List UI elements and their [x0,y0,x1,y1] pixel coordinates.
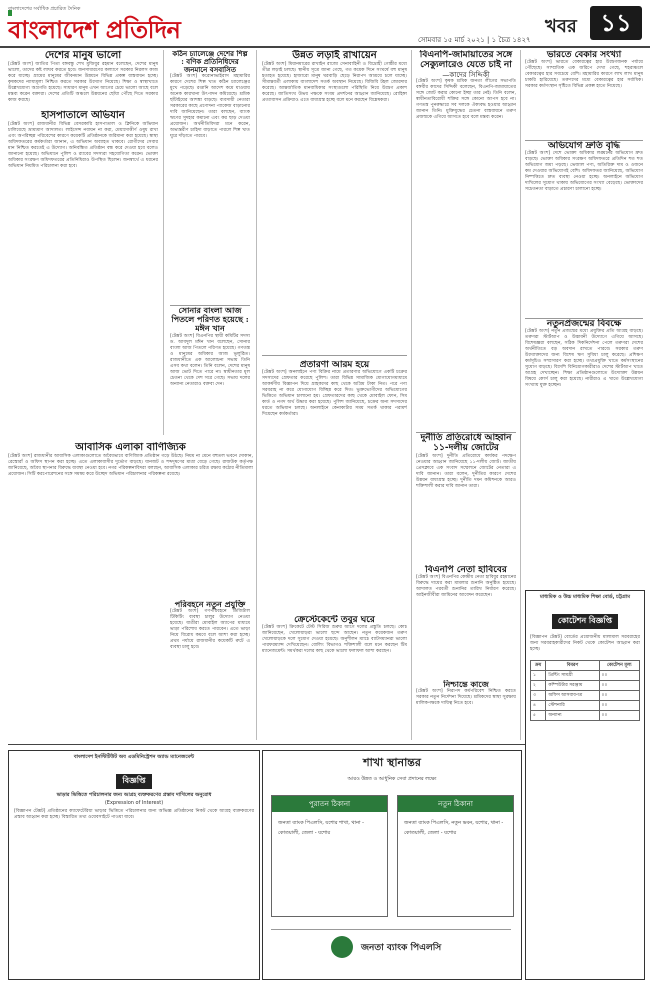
article-7 [262,50,407,350]
quotation-table [530,660,640,721]
article-2 [8,110,158,440]
table-row [531,711,640,721]
ad-subtitle: ভাড়ার ভিত্তিতে পরিচালনার জন্য আগ্রহ ব্যক্তকরণের প্রস্তাব দাখিলের অনুরোধ [56,792,212,798]
article-body: [টেক্সট অংশ] দেশে ভোক্তা অধিকার লঙ্ঘনের অভিযোগ দ্রুত বাড়ছে। ভোক্তা অধিকার সংরক্ষণ অধিদফতরে প্রতিদিন শত শত অভিযোগ জমা পড়ছে। ভেজাল পণ্য, অতিরিক্ত দাম ও ওজনে কম দেওয়ার অভিযোগই বেশি। অধিদফতর জানিয়েছে, অভিযোগ নিষ্পত্তিতে দ্রুত ব্যবস্থা নেওয়া হচ্ছে। অনলাইনে অভিযোগ দাখিলের সুযোগ থাকায় অভিযোগের সংখ্যা বেড়েছে। ভোক্তাদের সচেতনতা বাড়াতে প্রচারণা চালানো হচ্ছে। [525,151,643,193]
article-body: [টেক্সট অংশ] দুর্নীতি প্রতিরোধে কার্যকর পদক্ষেপ নেওয়ার আহ্বান জানিয়েছে ১১-দলীয় জোট। জাতীয় প্রেসক্লাবে এক সংবাদ সম্মেলনে জোটের নেতারা এ দাবি জানান। তারা বলেন, দুর্নীতির কারণে দেশের উন্নয়ন বাধাগ্রস্ত হচ্ছে। দুর্নীতি দমন কমিশনকে আরও শক্তিশালী করার দাবি জানান তারা। [416,453,516,489]
table-cell: ৫ [531,711,546,721]
article-headline: প্রতারণা আরম হয়ে [299,360,370,370]
ad-title: শাখা স্থানান্তর [363,756,421,769]
article-13 [416,680,516,740]
article-headline: কঠিন চ্যালেঞ্জে দেশের শিল্প : বণিক প্রতিনিধিদের জনমানে বসবাসিত [172,50,248,75]
article-body: [টেক্সট অংশ] জাতির পিতা বঙ্গবন্ধু শেখ মুজিবুর রহমান বলেছেন, দেশের মানুষ ভালো, তাদের কষ্ট লাঘব করতে হবে। জনসাধারণের কল্যাণে সরকার নিরলস কাজ করে যাচ্ছে। গ্রামের মানুষের জীবনমান উন্নয়নে বিভিন্ন প্রকল্প বাস্তবায়ন হচ্ছে। কৃষকদের ন্যায্যমূল্য নিশ্চিত করতে সরকার উদ্যোগ নিয়েছে। শিক্ষা ও স্বাস্থ্যখাতে উল্লেখযোগ্য অগ্রগতি হয়েছে। সাধারণ মানুষ এখন আগের চেয়ে ভালো আছে বলে মন্তব্য করেন বক্তারা। দেশের প্রতিটি অঞ্চলে উন্নয়নের ছোঁয়া পৌঁছে দিতে সরকার কাজ করছে। [8,61,158,103]
table-header: ক্রম [531,661,546,671]
new-address: জনতা ব্যাংক পিএলসি, নতুন ভবন, যশোর, থানা - কোতয়ালী, জেলা - যশোর [404,820,504,836]
article-headline: সোনার বাংলা আজ পিতলে পরিণত হয়েছে : মঈন খান [171,305,249,334]
article-headline: আবাসিক এলাকা বাণিজ্যিক [75,442,186,453]
article-headline: দুর্নীতি প্রতিরোধে আহ্বান ১১-দলীয় জোটের [420,433,512,454]
old-address: জনতা ব্যাংক পিএলসি, যশোর শাখা, থানা - কোতয়ালী, জেলা - যশোর [278,820,364,836]
board-quotation-ad [525,590,645,980]
article-body: [টেক্সট অংশ] নতুন প্রজন্মের মধ্যে প্রযুক্তির প্রতি আগ্রহ বাড়ছে। তরুণরা স্টার্টআপ ও উদ্ভাবনী উদ্যোগে এগিয়ে আসছে। বিশেষজ্ঞরা বলছেন, সঠিক দিকনির্দেশনা পেলে তরুণরা দেশের অর্থনীতিতে বড় অবদান রাখতে পারবে। সরকার তরুণ উদ্যোক্তাদের জন্য বিশেষ ঋণ সুবিধা চালু করেছে। প্রশিক্ষণ কর্মসূচিও সম্প্রসারণ করা হচ্ছে। তথ্যপ্রযুক্তি খাতে কর্মসংস্থানের সুযোগ বাড়ছে। বিদেশি বিনিয়োগকারীরাও দেশের স্টার্টআপ খাতে আগ্রহ দেখাচ্ছেন। শিক্ষা প্রতিষ্ঠানগুলোতে উদ্যোক্তা উন্নয়ন বিষয়ে কোর্স চালু করা হয়েছে। নারীরাও এ খাতে উল্লেখযোগ্য সংখ্যায় যুক্ত হচ্ছেন। [525,329,643,389]
article-headline: ক্রেস্টেকেন্টে তবুর ঘরে [294,615,375,625]
table-row [531,701,640,711]
article-body: [টেক্সট অংশ] করোনাভাইরাস মহামারির কারণে দেশের শিল্প খাত কঠিন চ্যালেঞ্জের মুখে পড়েছে। রপ্তানি আদেশ কমে যাওয়ায় অনেক কারখানা উৎপাদন কমিয়েছে। শ্রমিক ছাঁটাইয়ের আশঙ্কা বাড়ছে। ব্যবসায়ী নেতারা সরকারের কাছে প্রণোদনা প্যাকেজ বাড়ানোর দাবি জানিয়েছেন। তারা বলছেন, ব্যাংক ঋণের সুদহার কমানো এবং কর ছাড় দেওয়া প্রয়োজন। অর্থনীতিবিদরা মনে করেন, অভ্যন্তরীণ চাহিদা বাড়াতে পারলে শিল্প খাত ঘুরে দাঁড়াতে পারবে। [170,74,250,140]
table-row [531,681,640,691]
table-cell: ১ [531,671,546,681]
column-divider [411,50,412,740]
ad-org: মাধ্যমিক ও উচ্চ মাধ্যমিক শিক্ষা বোর্ড, চট্টগ্রাম [540,594,630,600]
ad-intro: আরও উন্নত ও আধুনিক সেবা প্রদানের লক্ষ্যে [347,776,437,782]
article-11 [416,432,516,563]
new-address-box [397,795,514,917]
column-divider [256,50,257,740]
table-cell: প্রিন্টিং সামগ্রী [546,671,599,681]
section-divider [262,355,407,356]
table-cell: অফিস আসবাবপত্র [546,691,599,701]
article-headline: হাসপাতালে অভিযান [41,110,125,121]
article-headline: অভিযোগ দ্রুতি বৃদ্ধি [547,141,621,151]
article-body: [টেক্সট অংশ] বিএনপির কেন্দ্রীয় নেতা হাবিবুর রহমানের বিরুদ্ধে দায়ের করা মামলার শুনানি অনুষ্ঠিত হয়েছে। আদালত পরবর্তী শুনানির তারিখ নির্ধারণ করেছে। আইনজীবীরা জামিনের আবেদন করেছেন। [416,575,516,599]
old-address-label: পুরাতন ঠিকানা [272,796,387,812]
newspaper-logo: বাংলাদেশ প্রতিদিন [8,15,181,44]
ad-body: [বিজ্ঞাপন টেক্সট] প্রতিষ্ঠানের ক্যাফেটেরিয়া ভাড়ার ভিত্তিতে পরিচালনার জন্য অভিজ্ঞ প্রতিষ্ঠানের নিকট থেকে আগ্রহ ব্যক্তকরণের প্রস্তাব আহ্বান করা হচ্ছে। বিস্তারিত তথ্য ওয়েবসাইটে পাওয়া যাবে। [14,809,254,820]
article-9 [262,615,407,740]
article-body: [টেক্সট অংশ] রাজধানীর আবাসিক এলাকাগুলোতে অবৈধভাবে বাণিজ্যিক প্রতিষ্ঠান গড়ে উঠছে। নিয়ম না মেনে বহুতল ভবনে দোকান, রেস্তোরাঁ ও অফিস স্থাপন করা হচ্ছে। এতে এলাকাবাসীর দুর্ভোগ বাড়ছে। যানজট ও শব্দদূষণের মাত্রা বেড়ে গেছে। রাজউক কর্তৃপক্ষ জানিয়েছে, অবৈধ স্থাপনার বিরুদ্ধে ব্যবস্থা নেওয়া হবে। নগর পরিকল্পনাবিদরা বলছেন, আবাসিক এলাকার চরিত্র রক্ষায় কঠোর নীতিমালা প্রয়োজন। সিটি করপোরেশনের সঙ্গে সমন্বয় করে উচ্ছেদ অভিযান পরিচালনার পরিকল্পনা রয়েছে। [8,453,253,477]
article-body: [টেক্সট অংশ] মিয়ানমারের রাখাইন রাজ্যে সেনাবাহিনী ও বিদ্রোহী গোষ্ঠীর মধ্যে তীব্র লড়াই চলছে। স্থানীয় সূত্রে জানা গেছে, গত কয়েক দিনে সংঘর্ষে বহু মানুষ হতাহত হয়েছে। হাজারো মানুষ ঘরবাড়ি ছেড়ে নিরাপদ আশ্রয়ে চলে যাচ্ছে। সীমান্তবর্তী এলাকায় বাংলাদেশ সতর্ক অবস্থান নিয়েছে। বিজিবি টহল জোরদার করেছে। আন্তর্জাতিক মানবাধিকার সংস্থাগুলো পরিস্থিতি নিয়ে উদ্বেগ প্রকাশ করেছে। জাতিসংঘ উভয় পক্ষকে সংযম প্রদর্শনের আহ্বান জানিয়েছে। রোহিঙ্গা প্রত্যাবাসন প্রক্রিয়াও এতে বাধাগ্রস্ত হচ্ছে বলে মনে করছেন বিশ্লেষকরা। [262,61,407,103]
ad-subtitle-en: (Expression of Interest) [104,800,164,806]
column-divider [163,50,164,435]
article-5 [170,305,250,436]
article-body: [টেক্সট অংশ] ক্রিকেটে টেস্ট সিরিজ শুরুর আগে দলের প্রস্তুতি চলছে। কোচ জানিয়েছেন, খেলোয়াড়রা ভালো ছন্দে আছেন। নতুন কয়েকজন তরুণ খেলোয়াড়কে দলে সুযোগ দেওয়া হয়েছে। অনুশীলন ম্যাচে ব্যাটসম্যানরা ভালো পারফরম্যান্স দেখিয়েছেন। বোলিং বিভাগও শক্তিশালী বলে মনে করছেন টিম ম্যানেজমেন্ট। সমর্থকরা দলের কাছ থেকে ভালো ফলাফল আশা করছেন। [262,625,407,655]
issue-date: সোমবার ১৫ মার্চ ২০২১ | ১ চৈত্র ১৪২৭ [418,36,531,44]
column-divider [520,50,521,740]
article-headline: দেশের মানুষ ভালো [44,50,122,61]
article-body: [টেক্সট অংশ] কৃষক শ্রমিক জনতা লীগের সভাপতি বঙ্গবীর কাদের সিদ্দিকী বলেছেন, বিএনপি-জামায়াতের সঙ্গে জোট করার কোনো ইচ্ছা তার নেই। তিনি বলেন, স্বাধীনতাবিরোধী শক্তির সঙ্গে কোনো আপস হবে না। গণতন্ত্র পুনরুদ্ধারে সব দলকে ঐক্যবদ্ধ হওয়ার আহ্বান জানান তিনি। মুক্তিযুদ্ধের চেতনা বাস্তবায়নে তরুণ প্রজন্মকে এগিয়ে আসতে হবে বলে মন্তব্য করেন। [416,78,516,120]
article-14 [525,50,643,140]
article-headline: ভারতে বেকার সংখ্যা [546,50,622,60]
table-cell: ৪ [531,701,546,711]
page-number: ১১ [590,6,642,40]
article-byline: —কাদের সিদ্দিকী [442,70,490,79]
institute-notice-ad [8,750,260,980]
table-cell: ৩ [531,691,546,701]
article-body: [টেক্সট অংশ] অনলাইনে পণ্য বিক্রির নামে প্রতারণার অভিযোগে একটি চক্রের সদস্যদের গ্রেফতার করেছে পুলিশ। তারা বিভিন্ন সামাজিক যোগাযোগমাধ্যমে আকর্ষণীয় বিজ্ঞাপন দিয়ে গ্রাহকদের কাছ থেকে অগ্রিম টাকা নিত। পরে পণ্য সরবরাহ না করে যোগাযোগ বিচ্ছিন্ন করে দিত। ভুক্তভোগীদের অভিযোগের ভিত্তিতে অভিযান চালানো হয়। গ্রেফতারদের কাছ থেকে মোবাইল ফোন, সিম কার্ড ও নগদ অর্থ উদ্ধার করা হয়েছে। পুলিশ জানিয়েছে, চক্রের অন্য সদস্যদের ধরতে অভিযান চলছে। অনলাইনে কেনাকাটার সময় সতর্ক থাকার পরামর্শ দিয়েছেন কর্মকর্তারা। [262,370,407,418]
bank-relocation-ad [262,750,522,980]
ad-org: বাংলাদেশ ইনস্টিটিউট অব এডমিনিস্ট্রেশন অ্যান্ড ম্যানেজমেন্ট [73,754,195,760]
masthead [0,0,650,48]
table-cell: স্টেশনারি [546,701,599,711]
table-cell: ০০ [599,671,639,681]
table-cell: অন্যান্য [546,711,599,721]
article-15 [525,140,643,316]
article-4 [170,50,250,300]
article-headline: বিএনপি-জামায়াতের সঙ্গে সেক্যুলারেও যেতে চাই না [419,50,513,71]
section-title: খবর [545,16,577,37]
article-10 [416,50,516,430]
table-cell: ০০ [599,711,639,721]
table-cell: ০০ [599,701,639,711]
article-body: [টেক্সট অংশ] ভারতে বেকারত্বের হার উদ্বেগজনক পর্যায়ে পৌঁছেছে। সাম্প্রতিক এক জরিপে দেখা গেছে, শহরাঞ্চলে বেকারত্বের হার সবচেয়ে বেশি। মহামারির কারণে লাখ লাখ মানুষ চাকরি হারিয়েছে। তরুণদের মধ্যে বেকারত্বের হার সর্বাধিক। সরকার কর্মসংস্থান সৃষ্টিতে বিভিন্ন প্রকল্প হাতে নিয়েছে। [525,60,643,90]
article-body: [টেক্সট অংশ] নিরাপদ কর্মপরিবেশ নিশ্চিত করতে সরকার নতুন নির্দেশনা দিয়েছে। শ্রমিকদের স্বাস্থ্য সুরক্ষায় মালিকপক্ষকে দায়িত্ব নিতে হবে। [416,689,516,707]
article-8 [262,360,407,610]
ad-body: [বিজ্ঞাপন টেক্সট] বোর্ডের প্রয়োজনীয় মালামাল সরবরাহের জন্য সরবরাহকারীদের নিকট থেকে কোটেশন আহ্বান করা হচ্ছে। [530,635,640,652]
bank-footer [271,929,511,968]
article-headline: পরিবহনে নতুন প্রযুক্তি [174,600,246,609]
new-address-label: নতুন ঠিকানা [398,796,513,812]
table-header: কোটেশন মূল্য [599,661,639,671]
table-cell: ২ [531,681,546,691]
old-address-box [271,795,388,917]
article-body: [টেক্সট অংশ] বিএনপির স্থায়ী কমিটির সদস্য ড. আবদুল মঈন খান বলেছেন, সোনার বাংলা আজ পিতলে পরিণত হয়েছে। গণতন্ত্র ও মানুষের অধিকার আজ ভূলুণ্ঠিত। রাজধানীতে এক আলোচনা সভায় তিনি এসব কথা বলেন। তিনি বলেন, দেশের মানুষ আজ ভোট দিতে পারে না। স্বাধীনতার মূল চেতনা থেকে দেশ সরে গেছে। সভায় দলের অন্যান্য নেতারাও বক্তব্য দেন। [170,333,250,387]
bank-name: জনতা ব্যাংক পিএলসি [361,943,442,953]
table-header: বিবরণ [546,661,599,671]
article-headline: বিএনপি নেতা হাবিবের [425,565,507,575]
bank-logo-icon [331,936,353,958]
article-body: [টেক্সট অংশ] রাজধানীর বিভিন্ন বেসরকারি হাসপাতাল ও ক্লিনিকে অভিযান চালিয়েছে ভ্রাম্যমাণ আদালত। লাইসেন্স নবায়ন না করা, মেয়াদোত্তীর্ণ ওষুধ রাখা এবং অপরিচ্ছন্ন পরিবেশের কারণে কয়েকটি প্রতিষ্ঠানকে জরিমানা করা হয়েছে। স্বাস্থ্য অধিদফতরের কর্মকর্তারা জানান, এ অভিযান অব্যাহত থাকবে। রোগীদের সেবার মান নিশ্চিত করতেই এ উদ্যোগ। অনিবন্ধিত প্রতিষ্ঠান বন্ধ করে দেওয়া হবে বলেও জানানো হয়েছে। অভিযানে পুলিশ ও র‌্যাবের সদস্যরা সহযোগিতা করেন। ভোক্তা অধিকার সংরক্ষণ অধিদফতরের প্রতিনিধিরাও উপস্থিত ছিলেন। জনস্বার্থে এ ধরনের অভিযান নিয়মিত পরিচালনা করা হবে। [8,121,158,169]
article-12 [416,565,516,675]
tagline: বাংলাদেশের সর্বাধিক প্রচারিত দৈনিক [8,6,81,12]
ad-title: বিজ্ঞপ্তি [116,774,151,789]
article-headline: নিশ্চান্তে কাজে [443,680,489,689]
table-cell: ০০ [599,681,639,691]
article-headline: নতুনপ্রজন্মের বিবক্ষে [546,319,622,329]
ad-title: কোটেশন বিজ্ঞপ্তি [552,614,618,629]
table-row [531,691,640,701]
table-cell: কম্পিউটার সরঞ্জাম [546,681,599,691]
article-headline: উন্নত লড়াই রাখায়েন [292,50,377,61]
article-body: [টেক্সট অংশ] গণপরিবহনে ডিজিটাল টিকিটিং ব্যবস্থা চালুর উদ্যোগ নেওয়া হয়েছে। যাত্রীরা মোবাইল অ্যাপের মাধ্যমে ভাড়া পরিশোধ করতে পারবেন। এতে ভাড়া নিয়ে বিরোধ কমবে বলে আশা করা হচ্ছে। প্রথম পর্যায়ে রাজধানীর কয়েকটি রুটে এ ব্যবস্থা চালু হবে। [170,609,250,651]
table-cell: ০০ [599,691,639,701]
table-row [531,671,640,681]
article-6 [170,600,250,740]
